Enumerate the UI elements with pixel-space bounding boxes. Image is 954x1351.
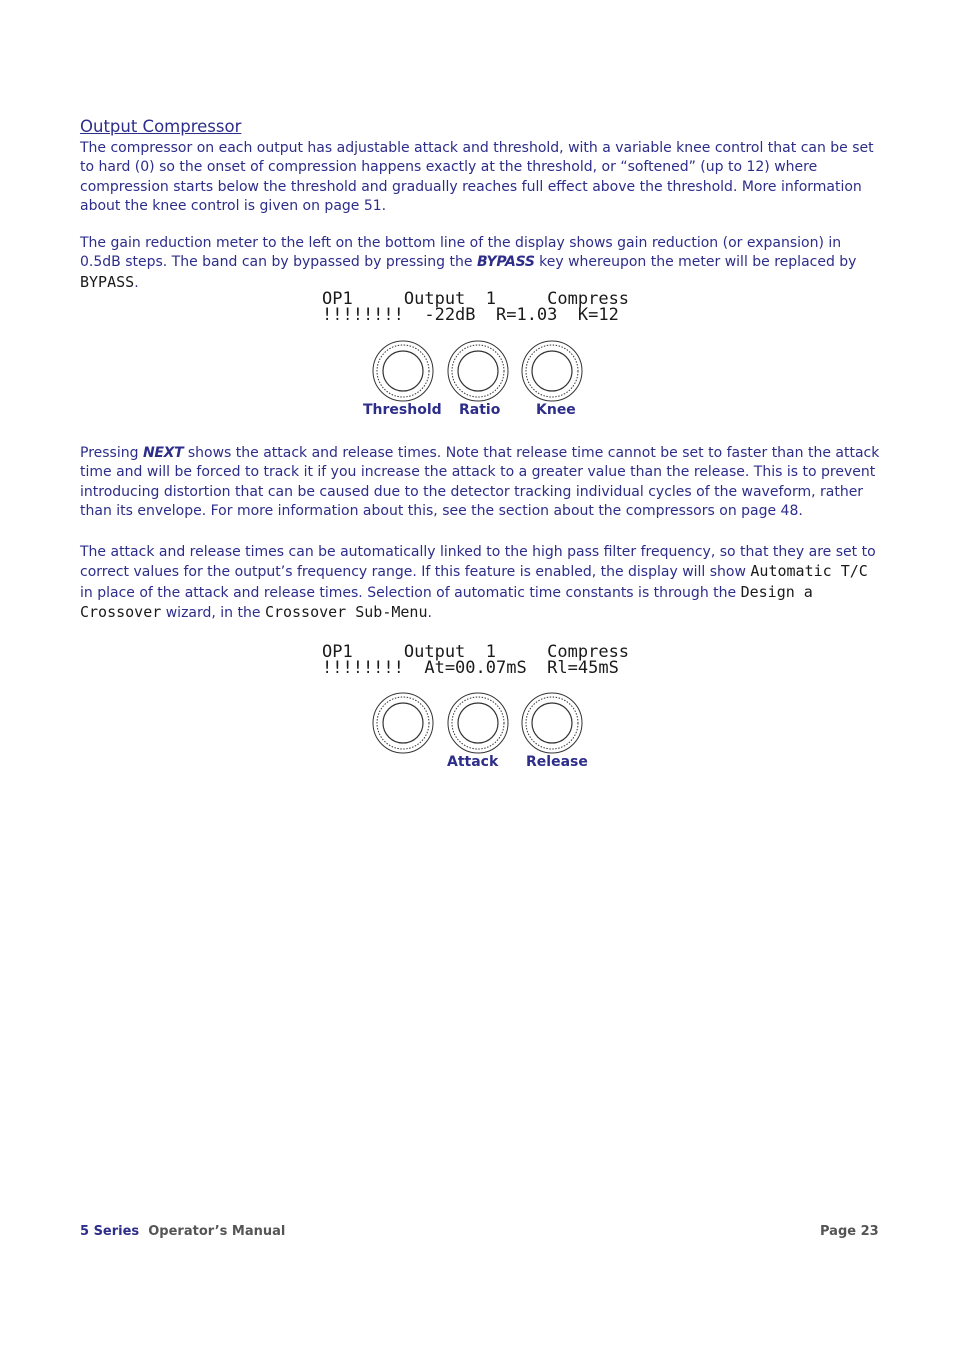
paragraph-text: shows the attack and release times. Note that release time cannot be set to faster than the attack time and will be forced to track it if you increase the attack to a greater value than the release. This is to prevent introducing distortion that can be caused due to the detector tracking individual cycles of the waveform, rather than its envelope. For more information about this, see the section about the compressors on page 48. [80, 445, 880, 520]
paragraph-text: The attack and release times can be automatically linked to the high pass filter frequency, so that they are set to correct values for the output’s frequency range. If this feature is enabled, the display will show [80, 544, 876, 581]
section-heading: Output Compressor [80, 117, 242, 136]
lcd-line-2: !!!!!!!! -22dB R=1.03 K=12 [322, 305, 619, 325]
knob-label-threshold: Threshold [363, 402, 442, 418]
paragraph-automatic-tc [80, 543, 880, 624]
knee-knob[interactable] [522, 341, 582, 401]
knob-row-compress [360, 340, 600, 410]
knob-label-knee: Knee [536, 402, 576, 418]
paragraph-text: key whereupon the meter will be replaced by [534, 254, 857, 271]
paragraph-text: Pressing [80, 445, 143, 461]
paragraph-text: . [427, 605, 432, 622]
paragraph-knee: The compressor on each output has adjustable attack and threshold, with a variable knee control that can be set to hard (0) so the onset of compression happens exactly at the threshold, or “softened” (up to 12) where compression starts below the threshold and gradually reaches full effect above the threshold. More information about the knee control is given on page 51. [80, 140, 874, 215]
threshold-knob[interactable] [373, 341, 433, 401]
lcd-crossover-submenu-text: Crossover Sub-Menu [264, 603, 428, 622]
knob-label-attack: Attack [447, 754, 499, 770]
paragraph-gain-reduction [80, 234, 880, 293]
paragraph-text: . [134, 274, 139, 291]
knob-label-ratio: Ratio [459, 402, 501, 418]
lcd-line-1: OP1 Output 1 Compress [322, 642, 630, 662]
knob-row-attack-release [360, 692, 600, 762]
paragraph-attack-release [80, 444, 880, 522]
lcd-display-compress [322, 291, 629, 323]
release-knob[interactable] [522, 693, 582, 753]
footer-brand: 5 Series [80, 1224, 140, 1239]
footer-title [80, 1224, 285, 1239]
lcd-automatic-tc-text: Automatic T/C [750, 562, 868, 581]
lcd-bypass-text: BYPASS [80, 272, 135, 291]
lcd-design-crossover-text: Design a Crossover [80, 582, 813, 622]
page-number: Page 23 [820, 1224, 879, 1239]
attack-knob[interactable] [448, 693, 508, 753]
paragraph-text: in place of the attack and release times. Selection of automatic time constants is through the [80, 584, 741, 601]
footer-manual-title: Operator’s Manual [148, 1224, 286, 1239]
knob-label-release: Release [526, 754, 588, 770]
ratio-knob[interactable] [448, 341, 508, 401]
bypass-key: BYPASS [476, 254, 535, 271]
lcd-display-attack-release [322, 644, 629, 676]
unused-knob[interactable] [373, 693, 433, 753]
lcd-line-2: !!!!!!!! At=00.07mS Rl=45mS [322, 658, 619, 678]
paragraph-text: The gain reduction meter to the left on the bottom line of the display shows gain reduction (or expansion) in 0.5dB steps. The band can by bypassed by pressing the [80, 235, 842, 271]
next-key: NEXT [142, 445, 184, 461]
paragraph-text: wizard, in the [161, 605, 265, 622]
lcd-line-1: OP1 Output 1 Compress [322, 289, 630, 309]
